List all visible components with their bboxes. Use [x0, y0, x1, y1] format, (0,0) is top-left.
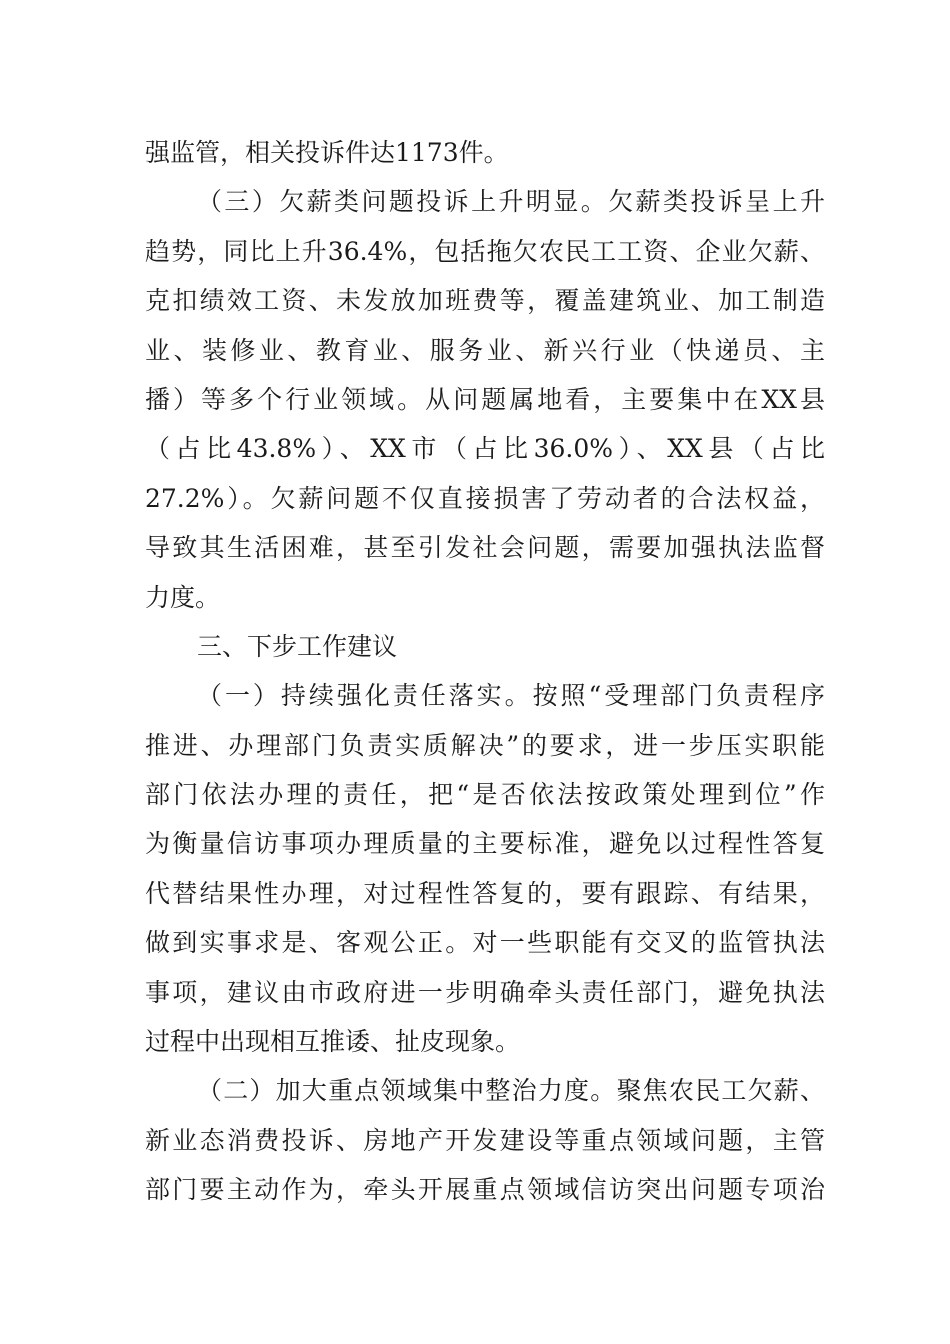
text-line: 克扣绩效工资、未发放加班费等，覆盖建筑业、加工制造	[145, 286, 825, 316]
document-body	[145, 128, 825, 1215]
text-line: （二）加大重点领域集中整治力度。聚焦农民工欠薪、	[197, 1076, 825, 1106]
text-line: 为衡量信访事项办理质量的主要标准，避免以过程性答复	[145, 829, 825, 859]
section-heading: 三、下步工作建议	[197, 631, 398, 661]
text-line: （占比43.8%）、XX市（占比36.0%）、XX县（占比	[145, 434, 825, 464]
text-line: 强监管，相关投诉件达1173件。	[145, 138, 509, 167]
text-line: 做到实事求是、客观公正。对一些职能有交叉的监管执法	[145, 928, 825, 958]
text-line: 业、装修业、教育业、服务业、新兴行业（快递员、主	[145, 335, 825, 365]
text-line: 部门依法办理的责任，把“是否依法按政策处理到位”作	[145, 780, 825, 810]
text-line: 过程中出现相互推诿、扯皮现象。	[145, 1027, 521, 1057]
text-line: （一）持续强化责任落实。按照“受理部门负责程序	[197, 681, 825, 711]
text-line: 27.2%）。欠薪问题不仅直接损害了劳动者的合法权益，	[145, 483, 825, 513]
text-line: 趋势，同比上升36.4%，包括拖欠农民工工资、企业欠薪、	[145, 236, 825, 266]
text-line: 部门要主动作为，牵头开展重点领域信访突出问题专项治	[145, 1175, 825, 1205]
text-line: 新业态消费投诉、房地产开发建设等重点领域问题，主管	[145, 1125, 825, 1155]
text-line: 导致其生活困难，甚至引发社会问题，需要加强执法监督	[145, 533, 825, 563]
text-line: 推进、办理部门负责实质解决”的要求，进一步压实职能	[145, 730, 825, 760]
text-line: 代替结果性办理，对过程性答复的，要有跟踪、有结果，	[145, 878, 825, 908]
text-line: （三）欠薪类问题投诉上升明显。欠薪类投诉呈上升	[197, 187, 825, 217]
text-line: 事项，建议由市政府进一步明确牵头责任部门，避免执法	[145, 977, 825, 1007]
text-line: 播）等多个行业领域。从问题属地看，主要集中在XX县	[145, 384, 825, 414]
text-line: 力度。	[145, 582, 221, 612]
